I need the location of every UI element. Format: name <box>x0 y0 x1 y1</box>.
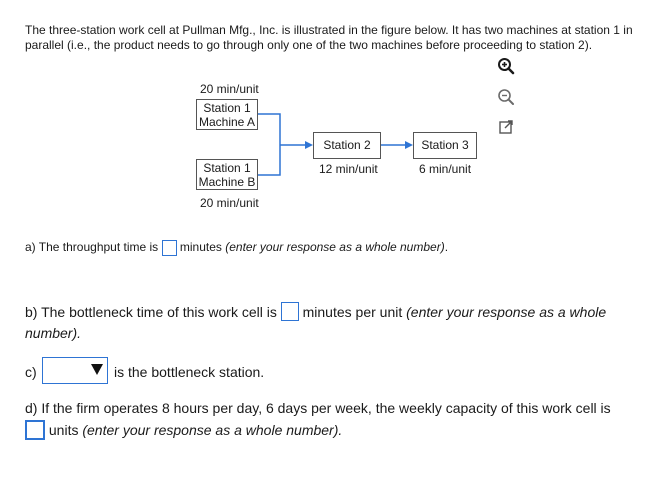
question-a-suffix: minutes <box>179 240 222 255</box>
machine-b-line1: Station 1 <box>203 161 251 175</box>
bottleneck-time-input[interactable] <box>281 302 299 321</box>
machine-b-line2: Machine B <box>198 175 256 189</box>
bottleneck-station-dropdown[interactable] <box>42 357 108 384</box>
machine-a-line2: Machine A <box>198 115 256 129</box>
question-a-hint: (enter your response as a whole number) <box>225 240 445 255</box>
question-b-hint-1: (enter your response as a whole <box>406 304 607 320</box>
machine-a-line1: Station 1 <box>203 101 251 115</box>
arrowhead-station-2 <box>305 141 313 149</box>
question-d-suffix: units <box>48 422 79 438</box>
station-3-time: 6 min/unit <box>419 162 472 176</box>
question-b-prefix: b) The bottleneck time of this work cell is <box>25 304 277 320</box>
machine-b-time: 20 min/unit <box>200 196 259 210</box>
chevron-down-icon <box>91 364 103 375</box>
question-b-suffix: minutes per unit <box>302 304 403 320</box>
intro-line-2: parallel (i.e., the product needs to go through only one of the two machines before proceeding to station 2). <box>25 38 593 52</box>
question-a-end: . <box>444 240 449 255</box>
question-d <box>25 398 640 441</box>
arrowhead-station-3 <box>405 141 413 149</box>
question-a-prefix: a) The throughput time is <box>25 240 159 255</box>
station-3-label: Station 3 <box>421 138 469 152</box>
machine-a-time: 20 min/unit <box>200 82 259 96</box>
station-2-time: 12 min/unit <box>319 162 378 176</box>
weekly-capacity-input[interactable] <box>25 420 45 440</box>
question-c-suffix: is the bottleneck station. <box>114 364 265 380</box>
question-d-hint: (enter your response as a whole number). <box>82 422 343 438</box>
question-b <box>25 302 635 344</box>
question-d-line1: d) If the firm operates 8 hours per day, 6 days per week, the weekly capacity of this work cell is <box>25 400 611 416</box>
question-b-hint-2: number). <box>25 325 82 341</box>
intro-line-1: The three-station work cell at Pullman Mfg., Inc. is illustrated in the figure below. It has two machines at station 1 in <box>25 23 633 37</box>
merge-line <box>258 114 280 175</box>
question-c-label: c) <box>25 364 37 380</box>
throughput-time-input[interactable] <box>162 240 177 256</box>
station-2-label: Station 2 <box>323 138 371 152</box>
question-a <box>25 240 448 256</box>
